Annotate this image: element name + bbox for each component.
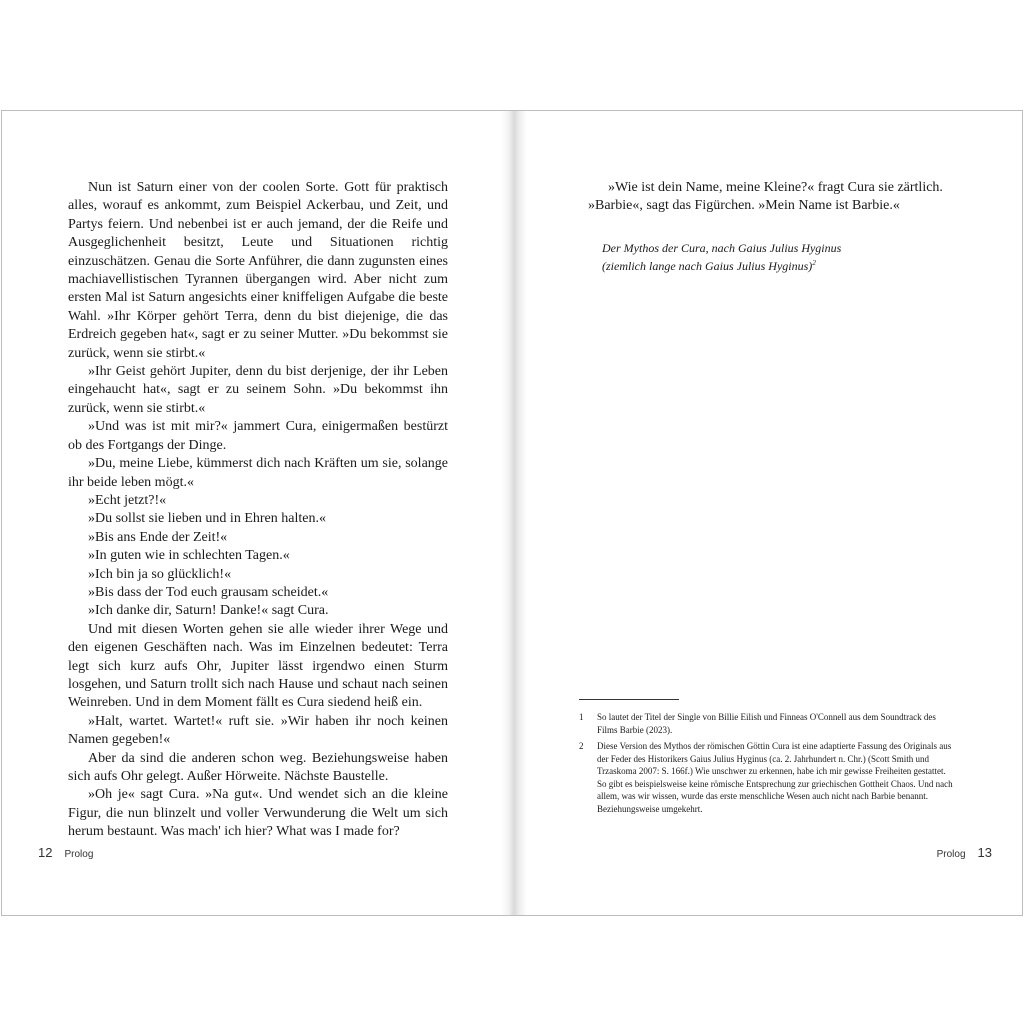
- page-number: 12: [38, 845, 53, 860]
- footnote: [579, 740, 957, 815]
- paragraph: »Barbie«, sagt das Figürchen. »Mein Name ist Barbie.«: [588, 198, 900, 214]
- left-body-text: [68, 179, 448, 842]
- paragraph: »Oh je« sagt Cura. »Na gut«. Und wendet sich an die kleine Figur, die nun blinzelt und voller Verwunderung die Welt um sich herum bestaunt. Was mach' ich hier? What was I made for?: [68, 787, 448, 840]
- paragraph: »Ihr Geist gehört Jupiter, denn du bist derjenige, der ihr Leben eingehaucht hat«, sagt er zu seinem Sohn. »Du bekommst ihn zurück, wenn sie stirbt.«: [68, 364, 448, 416]
- footnote: [579, 711, 957, 736]
- paragraph: »Und was ist mit mir?« jammert Cura, einigermaßen bestürzt ob des Fortgangs der Dinge.: [68, 419, 448, 453]
- paragraph: Nun ist Saturn einer von der coolen Sorte. Gott für praktisch alles, worauf es ankommt, zum Beispiel Ackerbau, und Zeit, und Partys feiern. Und nebenbei ist er auch jemand, der die Reife und Ausgeglichenheit besitzt, Leute und Situationen richtig einzuschätzen. Genau die Sorte Anführer, die dann zugunsten eines machiavellistischen Tyrannen übergangen wird. Aber nicht zum ersten Mal ist Saturn angesichts einer kniffeligen Aufgabe die beste Wahl. »Ihr Körper gehört Terra, denn du bist diejenige, die das Erdreich gegeben hat«, sagt er zu seiner Mutter. »Du bekommst sie zurück, wenn sie stirbt.«: [68, 180, 448, 361]
- right-body-text: [588, 179, 960, 216]
- footnote-number: 2: [579, 741, 584, 751]
- left-page: [2, 111, 501, 915]
- footnote-rule: [579, 699, 679, 700]
- paragraph: »In guten wie in schlechten Tagen.«: [88, 548, 290, 564]
- paragraph: »Halt, wartet. Wartet!« ruft sie. »Wir haben ihr noch keinen Namen gegeben!«: [68, 713, 448, 748]
- right-folio: [937, 845, 992, 860]
- paragraph: »Wie ist dein Name, meine Kleine?« fragt Cura sie zärtlich.: [608, 180, 943, 195]
- footnote-text: Diese Version des Mythos der römischen Göttin Cura ist eine adaptierte Fassung des Originals aus der Feder des Historikers Gaius Julius Hyginus (ca. 2. Jahrhundert n. Chr.) (Scott Smith und Trzaskoma 2007: S. 166f.) Wie unschwer zu erkennen, habe ich mir gewisse Freiheiten gestattet. So gibt es beispielsweise keine römische Entsprechung zur griechischen Gottheit Chaos. Und nach allem, was wir wissen, wurde das erste menschliche Wesen auch nicht nach Barbie benannt. Beziehungsweise umgekehrt.: [597, 741, 953, 814]
- paragraph: »Bis ans Ende der Zeit!«: [88, 529, 228, 545]
- right-page: [527, 111, 1022, 915]
- footnote-number: 1: [579, 712, 584, 722]
- footnotes: [579, 711, 957, 819]
- paragraph: »Bis dass der Tod euch grausam scheidet.«: [88, 584, 329, 600]
- left-folio: [38, 845, 93, 860]
- running-head: Prolog: [936, 849, 966, 860]
- paragraph: »Echt jetzt?!«: [88, 492, 167, 508]
- attribution-line: (ziemlich lange nach Gaius Julius Hyginus): [602, 259, 813, 273]
- footnote-reference: 2: [812, 259, 816, 267]
- myth-attribution: [588, 239, 960, 275]
- paragraph: »Du sollst sie lieben und in Ehren halten.«: [88, 511, 326, 527]
- paragraph: »Ich danke dir, Saturn! Danke!« sagt Cura.: [88, 603, 329, 619]
- footnote-text: So lautet der Titel der Single von Billie Eilish und Finneas O'Connell aus dem Soundtrack des Films Barbie (2023).: [597, 712, 936, 735]
- paragraph: »Ich bin ja so glücklich!«: [88, 566, 232, 582]
- paragraph: Und mit diesen Worten gehen sie alle wieder ihrer Wege und den eigenen Geschäften nach. Was im Einzelnen bedeutet: Terra legt sich kurz aufs Ohr, Jupiter lässt irgendwo einen Sturm losgehen, und Saturn trollt sich nach Hause und schaut nach seinen Weinreben. Und in dem Moment fällt es Cura siedend heiß ein.: [68, 621, 448, 711]
- book-spread: [1, 110, 1023, 916]
- attribution-line-wrapper: [588, 257, 960, 275]
- paragraph: Aber da sind die anderen schon weg. Beziehungsweise haben sich aufs Ohr gelegt. Außer Hörweite. Nächste Baustelle.: [68, 750, 448, 784]
- book-gutter: [501, 111, 527, 915]
- attribution-line: Der Mythos der Cura, nach Gaius Julius Hyginus: [602, 241, 842, 255]
- running-head: Prolog: [64, 849, 94, 860]
- page-number: 13: [977, 845, 992, 860]
- paragraph: »Du, meine Liebe, kümmerst dich nach Kräften um sie, solange ihr beide leben mögt.«: [68, 456, 448, 490]
